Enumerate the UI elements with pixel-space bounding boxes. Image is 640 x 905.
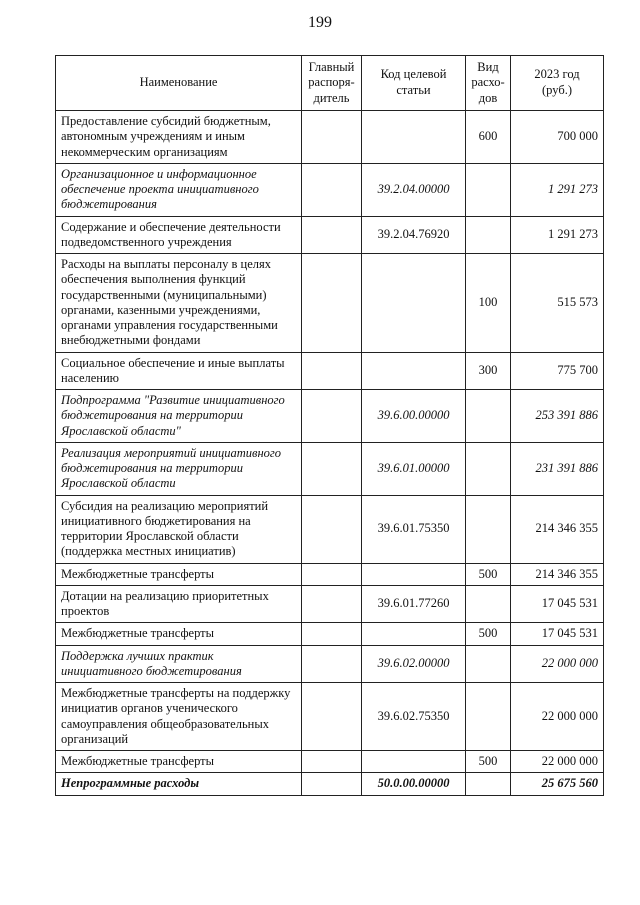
row-name-cell: Субсидия на реализацию мероприятий инициативного бюджетирования на территории Ярославской области (поддержка местных инициатив) (56, 495, 302, 563)
row-name-cell: Предоставление субсидий бюджетным, автономным учреждениям и иным некоммерческим организациям (56, 111, 302, 164)
row-vid-cell: 300 (466, 352, 511, 390)
row-code-cell: 39.2.04.76920 (362, 216, 466, 254)
row-name-cell: Межбюджетные трансферты (56, 751, 302, 773)
table-row (56, 495, 604, 563)
row-vid-cell (466, 773, 511, 795)
row-amount-cell: 22 000 000 (511, 645, 604, 683)
table-row (56, 352, 604, 390)
row-amount-cell: 775 700 (511, 352, 604, 390)
row-chief-cell (302, 683, 362, 751)
row-name-cell: Непрограммные расходы (56, 773, 302, 795)
row-amount-cell: 25 675 560 (511, 773, 604, 795)
row-chief-cell (302, 216, 362, 254)
table-row (56, 751, 604, 773)
row-chief-cell (302, 352, 362, 390)
row-amount-cell: 1 291 273 (511, 163, 604, 216)
header-vid-line: дов (478, 90, 498, 105)
row-vid-cell (466, 442, 511, 495)
table-row (56, 563, 604, 585)
row-vid-cell: 500 (466, 751, 511, 773)
row-chief-cell (302, 163, 362, 216)
row-name-cell: Реализация мероприятий инициативного бюджетирования на территории Ярославской области (56, 442, 302, 495)
row-code-cell (362, 751, 466, 773)
row-name-cell: Организационное и информационное обеспечение проекта инициативного бюджетирования (56, 163, 302, 216)
row-name-cell: Социальное обеспечение и иные выплаты населению (56, 352, 302, 390)
row-code-cell: 39.6.01.77260 (362, 585, 466, 623)
row-vid-cell (466, 390, 511, 443)
row-chief-cell (302, 390, 362, 443)
header-chief-line: дитель (313, 90, 350, 105)
budget-table (55, 55, 604, 796)
row-code-cell: 39.6.01.75350 (362, 495, 466, 563)
table-row (56, 585, 604, 623)
row-amount-cell: 22 000 000 (511, 751, 604, 773)
table-body (56, 111, 604, 796)
row-code-cell (362, 623, 466, 645)
row-vid-cell (466, 683, 511, 751)
row-amount-cell: 17 045 531 (511, 585, 604, 623)
header-chief (302, 56, 362, 111)
row-chief-cell (302, 645, 362, 683)
row-code-cell: 39.6.01.00000 (362, 442, 466, 495)
header-amount (511, 56, 604, 111)
row-amount-cell: 700 000 (511, 111, 604, 164)
table-row (56, 111, 604, 164)
row-name-cell: Расходы на выплаты персоналу в целях обеспечения выполнения функций государственными (муниципальными) органами, казенными учреждениями, органами управления государственными внебюджетными фондами (56, 254, 302, 353)
table-row (56, 645, 604, 683)
header-name-text: Наименование (139, 75, 218, 90)
row-amount-cell: 253 391 886 (511, 390, 604, 443)
row-chief-cell (302, 442, 362, 495)
row-vid-cell (466, 585, 511, 623)
row-code-cell (362, 352, 466, 390)
row-chief-cell (302, 623, 362, 645)
header-vid-line: Вид (477, 59, 499, 74)
row-code-cell (362, 111, 466, 164)
row-name-cell: Межбюджетные трансферты на поддержку инициатив органов ученического самоуправления общеобразовательных организаций (56, 683, 302, 751)
header-amount-line: (руб.) (542, 83, 572, 97)
row-vid-cell (466, 495, 511, 563)
header-vid-line: расхо- (471, 75, 505, 90)
row-chief-cell (302, 773, 362, 795)
row-vid-cell (466, 216, 511, 254)
row-code-cell: 39.2.04.00000 (362, 163, 466, 216)
row-chief-cell (302, 254, 362, 353)
row-amount-cell: 515 573 (511, 254, 604, 353)
row-amount-cell: 214 346 355 (511, 495, 604, 563)
row-vid-cell: 500 (466, 563, 511, 585)
row-vid-cell (466, 163, 511, 216)
row-code-cell: 39.6.02.00000 (362, 645, 466, 683)
header-code-line: Код целевой (380, 67, 447, 82)
row-amount-cell: 22 000 000 (511, 683, 604, 751)
row-vid-cell (466, 645, 511, 683)
header-code (362, 56, 466, 111)
row-name-cell: Дотации на реализацию приоритетных проектов (56, 585, 302, 623)
table-row (56, 390, 604, 443)
table-row (56, 683, 604, 751)
table-row (56, 442, 604, 495)
row-amount-cell: 231 391 886 (511, 442, 604, 495)
table-row (56, 623, 604, 645)
table-row (56, 216, 604, 254)
row-chief-cell (302, 563, 362, 585)
row-vid-cell: 500 (466, 623, 511, 645)
row-code-cell (362, 563, 466, 585)
row-name-cell: Содержание и обеспечение деятельности подведомственного учреждения (56, 216, 302, 254)
row-code-cell: 39.6.00.00000 (362, 390, 466, 443)
row-name-cell: Подпрограмма "Развитие инициативного бюджетирования на территории Ярославской области" (56, 390, 302, 443)
row-chief-cell (302, 495, 362, 563)
table-row (56, 163, 604, 216)
row-amount-cell: 1 291 273 (511, 216, 604, 254)
row-vid-cell: 100 (466, 254, 511, 353)
row-chief-cell (302, 111, 362, 164)
row-chief-cell (302, 585, 362, 623)
header-vid (466, 56, 511, 111)
header-chief-line: Главный (308, 59, 355, 74)
row-code-cell: 39.6.02.75350 (362, 683, 466, 751)
table-row (56, 773, 604, 795)
page-number: 199 (308, 14, 332, 31)
row-name-cell: Межбюджетные трансферты (56, 623, 302, 645)
row-amount-cell: 214 346 355 (511, 563, 604, 585)
row-name-cell: Межбюджетные трансферты (56, 563, 302, 585)
row-chief-cell (302, 751, 362, 773)
row-name-cell: Поддержка лучших практик инициативного бюджетирования (56, 645, 302, 683)
row-code-cell: 50.0.00.00000 (362, 773, 466, 795)
row-code-cell (362, 254, 466, 353)
header-name (56, 56, 302, 111)
header-chief-line: распоря- (308, 75, 355, 90)
table-header-row (56, 56, 604, 111)
row-amount-cell: 17 045 531 (511, 623, 604, 645)
header-amount-line: 2023 год (534, 67, 580, 82)
table-row (56, 254, 604, 353)
row-vid-cell: 600 (466, 111, 511, 164)
header-code-line: статьи (396, 83, 431, 97)
